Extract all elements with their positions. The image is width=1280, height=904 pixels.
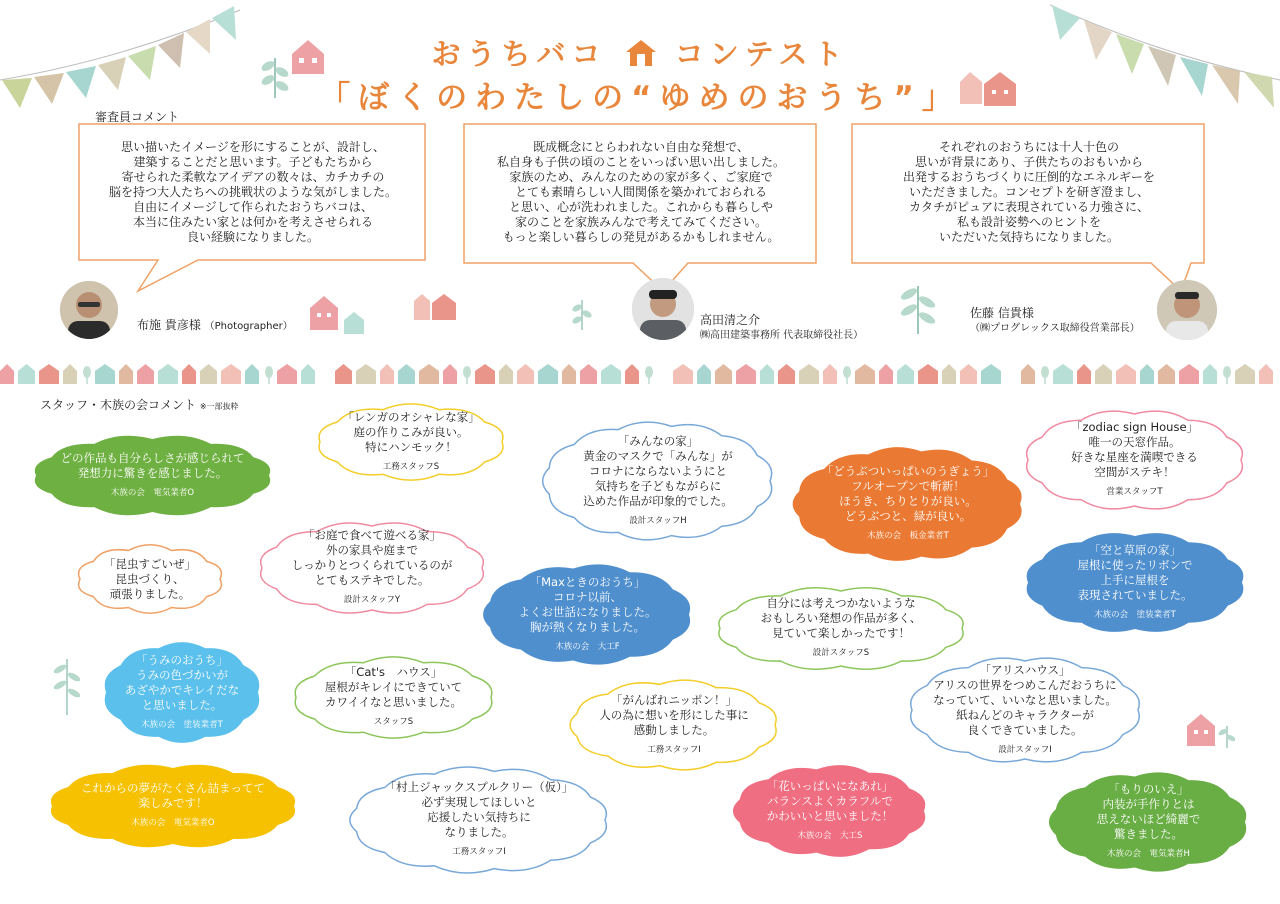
comment-text: 「どうぶついっぱいのうぎょう」 フルオープンで斬新！ ほうき、ちりとりが良い。 どうぶつと、緑が良い。	[821, 464, 995, 523]
judge-name	[700, 313, 863, 343]
house-decoration-icon	[1185, 712, 1235, 748]
comment-signature: 工務スタッフS	[382, 461, 440, 472]
comment-cloud	[347, 765, 611, 875]
judge-avatar-photo	[60, 281, 118, 339]
judge-comment: 既成概念にとらわれない自由な発想で、 私自身も子供の頃のことをいっぱい思い出しました。 家族のため、みんなのための家が多く、ご家庭で とても素晴らしい人間関係を築かれておられる と思い、心が洗われました。これからも暮らしや 家のことを家族みんなで考えてみてください。 もっと楽しい暮らしの発見があるかもしれません。	[496, 140, 785, 244]
judge-comment: それぞれのおうちには十人十色の 思いが背景にあり、子供たちのおもいから 出発するおうちづくりに圧倒的なエネルギーを いただきました。コンセプトを研ぎ澄まし、 カタチがピュアに表現されている力強さに、 私も設計姿勢へのヒントを いただいた気持ちになりました。	[903, 140, 1155, 244]
comment-text-block	[1046, 770, 1251, 874]
page-title-line1: おうちバコ コンテスト	[431, 37, 849, 71]
comment-text: 「Cat's ハウス」 屋根がキレイにできていて カワイイなと思いました。	[324, 665, 463, 709]
comment-signature: 木族の会 電気業者O	[110, 487, 195, 498]
comment-text-block	[30, 433, 275, 518]
comment-text-block	[256, 520, 488, 616]
comment-text: 「レンガのオシャレな家」 庭の作りこみが良い。 特にハンモック！	[342, 409, 480, 454]
comment-text: 「がんばれニッポン！」 人の為に想いを形にした事に 感動しました。	[599, 692, 749, 737]
comment-signature: 木族の会 塗装業者T	[1094, 609, 1176, 620]
page-title-line2: 「ぼくのわたしの“ゆめのおうち”」	[319, 80, 961, 116]
comment-text: 「みんなの家」 黄金のマスクで「みんな」が コロナにならないようにと 気持ちを子どもながらに 込めた作品が印象的でした。	[583, 433, 733, 508]
judge-name-text: 高田清之介	[700, 313, 761, 327]
judge-avatar-photo	[1157, 280, 1217, 340]
comment-text-block	[1022, 530, 1248, 635]
house-decoration-icon	[310, 290, 400, 335]
houses-divider-strip	[0, 360, 1280, 386]
comment-text: 「花いっぱいになあれ」 バランスよくカラフルで かわいいと思いました！	[766, 778, 894, 823]
leaf-decoration-icon	[52, 655, 82, 715]
comment-text: 「お庭で食べて遊べる家」 外の家具や庭まで しっかりとつくられているのが とてもステキでした。	[291, 528, 453, 587]
comment-text: 「zodiac sign House」 唯一の天窓作品。 好きな星座を満喫できる 空間がステキ！	[1070, 420, 1199, 479]
comment-signature: 設計スタッフI	[998, 744, 1052, 755]
comment-signature: 工務スタッフI	[647, 744, 701, 755]
comment-signature: 工務スタッフI	[452, 847, 506, 857]
comment-cloud	[314, 402, 508, 482]
comment-cloud	[46, 762, 300, 850]
comment-cloud	[906, 655, 1144, 765]
comment-signature: 設計スタッフS	[812, 648, 870, 658]
judge-avatar-photo	[632, 278, 694, 340]
judge-name	[970, 306, 1140, 336]
comment-cloud	[540, 420, 776, 542]
judge-role: （Photographer）	[204, 321, 293, 332]
comment-text-block	[347, 765, 611, 875]
comment-text-block	[1022, 408, 1247, 512]
leaf-decoration-icon	[898, 280, 938, 334]
comment-cloud	[256, 520, 488, 616]
comment-text: 自分には考えつかないような おもしろい発想の作品が多く、 見ていて楽しかったです！	[760, 596, 922, 640]
comment-text: 「Maxときのおうち」 コロナ以前、 よくお世話になりました。 胸が熱くなりました。	[518, 574, 657, 634]
comment-signature: 木族の会 大工S	[797, 830, 863, 841]
comment-text: 「村上ジャックスプルクリー（仮）」 必ず実現してほしいと 応援したい気持ちに なりました。	[384, 780, 574, 839]
comment-cloud	[100, 640, 264, 745]
judge-name	[137, 318, 293, 334]
comment-text-block	[74, 543, 226, 615]
comment-text: 「空と草原の家」 屋根に使ったリボンで 上手に屋根を 表現されていました。	[1077, 542, 1193, 602]
judge-role: （㈱プログレックス取締役営業部長）	[970, 323, 1140, 334]
comment-text: これからの夢がたくさん詰まってて 楽しみです！	[81, 781, 265, 810]
comment-cloud	[290, 655, 497, 740]
judge-name-text: 佐藤 信貴様	[970, 306, 1034, 320]
comment-cloud	[730, 763, 930, 859]
comment-text-block	[480, 562, 695, 667]
comment-cloud	[1022, 408, 1247, 512]
comment-signature: 設計スタッフH	[629, 515, 687, 526]
comment-cloud	[30, 433, 275, 518]
staff-section-label	[40, 396, 239, 413]
comment-text-block	[906, 655, 1144, 765]
comment-cloud	[1022, 530, 1248, 635]
comment-text-block	[100, 640, 264, 745]
house-decoration-icon	[414, 292, 458, 322]
comment-text: 「昆虫すごいぜ」 昆虫づくり、 頑張りました。	[104, 556, 196, 601]
comment-cloud	[567, 678, 781, 772]
comment-text: 「うみのおうち」 うみの色づかいが あざやかでキレイだな と思いました。	[124, 652, 240, 712]
comment-signature: 木族の会 電気業者O	[131, 818, 215, 828]
comment-text-block	[314, 402, 508, 482]
comment-signature: 設計スタッフY	[343, 595, 401, 605]
comment-text-block	[567, 678, 781, 772]
comment-signature: 営業スタッフT	[1106, 487, 1163, 497]
leaf-decoration-icon	[572, 296, 592, 330]
comment-cloud	[790, 445, 1026, 563]
comment-cloud	[1046, 770, 1251, 874]
staff-section-title: スタッフ・木族の会コメント	[40, 398, 197, 412]
house-icon	[625, 38, 657, 68]
judge-name-text: 布施 貴彦様	[137, 318, 201, 332]
comment-signature: 木族の会 電気業者H	[1107, 849, 1190, 859]
comment-text-block	[46, 762, 300, 850]
comment-text: 「もりのいえ」 内装が手作りとは 思えないほど綺麗で 驚きました。	[1096, 782, 1201, 841]
judge-role: ㈱高田建築事務所 代表取締役社長）	[700, 330, 864, 341]
comment-signature: 木族の会 板金業者T	[867, 531, 949, 541]
judge-comment: 思い描いたイメージを形にすることが、設計し、 建築することだと思います。子どもたちから 寄せられた柔軟なアイデアの数々は、カチカチの 脳を持つ大人たちへの挑戦状のような気がしました。 自由にイメージして作られたおうちバコは、 本当に住みたい家とは何かを考えさせられる 良い経験になりました。	[108, 140, 397, 244]
comment-signature: 木族の会 塗装業者T	[141, 719, 223, 730]
comment-signature: スタッフS	[373, 717, 414, 727]
comment-text: どの作品も自分らしさが感じられて 発想力に驚きを感じました。	[60, 450, 245, 480]
comment-signature: 木族の会 大工F	[555, 641, 620, 652]
comment-text: 「アリスハウス」 アリスの世界をつめこんだおうちに なっていて、いいなと思いました。 紙ねんどのキャラクターが 良くできていました。	[933, 662, 1117, 737]
comment-cloud	[74, 543, 226, 615]
comment-cloud	[480, 562, 695, 667]
staff-section-note: ※一部抜粋	[199, 402, 239, 411]
comment-text-block	[290, 655, 497, 740]
comment-text-block	[730, 763, 930, 859]
comment-text-block	[790, 445, 1026, 563]
judges-section-label: 審査員コメント	[95, 110, 180, 124]
comment-text-block	[540, 420, 776, 542]
